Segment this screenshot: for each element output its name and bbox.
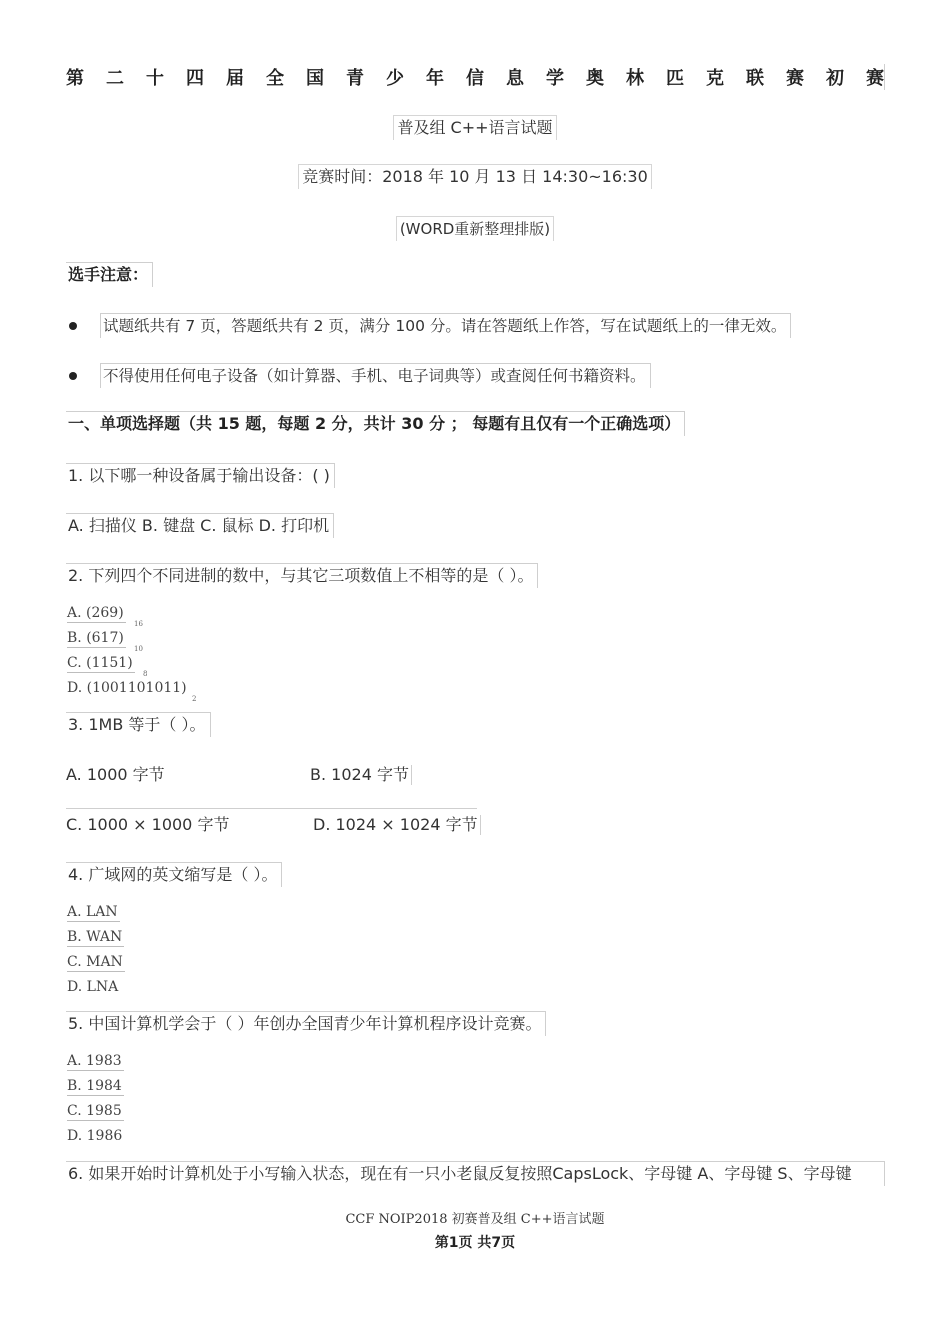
- question-4-option-b: B. WAN: [67, 929, 123, 945]
- page-number: 第1页 共7页: [434, 1235, 516, 1251]
- title-char: 赛: [786, 68, 804, 89]
- question-1-stem: 1. 以下哪一种设备属于输出设备：( ): [66, 463, 335, 488]
- bullet-icon: [69, 322, 77, 330]
- title-char: 信: [466, 68, 484, 89]
- title-char: 青: [346, 68, 364, 89]
- base-subscript: 10: [134, 645, 143, 653]
- question-2-stem: 2. 下列四个不同进制的数中，与其它三项数值上不相等的是（ ）。: [66, 563, 538, 588]
- title-char: 少: [386, 68, 404, 89]
- question-4-option-d: D. LNA: [67, 979, 119, 995]
- question-3-option-a: A. 1000 字节: [66, 765, 165, 784]
- title-char: 初: [826, 68, 844, 89]
- question-5-option-d: D. 1986: [67, 1128, 123, 1144]
- question-3-option-c: C. 1000 × 1000 字节: [66, 815, 230, 834]
- base-subscript: 8: [143, 670, 148, 678]
- base-subscript: 2: [192, 695, 197, 703]
- notice-item-2: 不得使用任何电子设备（如计算器、手机、电子词典等）或查阅任何书籍资料。: [100, 363, 651, 388]
- question-2-option-b: B. (617): [67, 630, 124, 646]
- title-char: 全: [266, 68, 284, 89]
- notice-heading: 选手注意：: [66, 262, 153, 287]
- title-char: 赛: [866, 68, 884, 89]
- footer-title: CCF NOIP2018 初赛普及组 C++语言试题: [345, 1212, 605, 1227]
- section-heading: 一、单项选择题（共 15 题，每题 2 分，共计 30 分 ； 每题有且仅有一个正确选项）: [66, 411, 685, 436]
- question-5-option-a: A. 1983: [67, 1053, 122, 1069]
- title-char: 十: [146, 68, 164, 89]
- question-4-option-a: A. LAN: [67, 904, 118, 920]
- title-char: 届: [226, 68, 244, 89]
- question-2-option-c: C. (1151): [67, 655, 133, 671]
- title-char: 林: [626, 68, 644, 89]
- title-char: 息: [506, 68, 524, 89]
- notice-item-1: 试题纸共有 7 页，答题纸共有 2 页，满分 100 分。请在答题纸上作答，写在试题纸上的一律无效。: [100, 313, 791, 338]
- title-char: 学: [546, 68, 564, 89]
- question-3-option-d: D. 1024 × 1024 字节: [313, 815, 481, 835]
- title-char: 二: [106, 68, 124, 89]
- title-char: 奥: [586, 68, 604, 89]
- question-5-option-c: C. 1985: [67, 1103, 122, 1119]
- question-4-option-c: C. MAN: [67, 954, 123, 970]
- title-char: 第: [66, 68, 84, 89]
- question-4-stem: 4. 广域网的英文缩写是（ ）。: [66, 862, 282, 887]
- title-char: 匹: [666, 68, 684, 89]
- question-2-option-a: A. (269): [67, 605, 124, 621]
- question-2-option-d: D. (1001101011): [67, 680, 187, 696]
- title-char: 克: [706, 68, 724, 89]
- question-3-stem: 3. 1MB 等于（ ）。: [66, 712, 211, 737]
- title-char: 四: [186, 68, 204, 89]
- edition-note: (WORD重新整理排版): [0, 216, 950, 241]
- question-3-option-b: B. 1024 字节: [310, 765, 412, 785]
- base-subscript: 16: [134, 620, 143, 628]
- row-rule: [66, 808, 477, 809]
- title-char: 国: [306, 68, 324, 89]
- title-char: 联: [746, 68, 764, 89]
- question-5-stem: 5. 中国计算机学会于（ ）年创办全国青少年计算机程序设计竞赛。: [66, 1011, 546, 1036]
- contest-time: 竞赛时间：2018 年 10 月 13 日 14:30~16:30: [0, 164, 950, 189]
- question-6-stem: 6. 如果开始时计算机处于小写输入状态，现在有一只小老鼠反复按照CapsLock、字母键 A、字母键 S、字母键: [66, 1161, 885, 1186]
- contest-title: [66, 64, 885, 90]
- title-char: 年: [426, 68, 444, 89]
- question-1-options: A. 扫描仪 B. 键盘 C. 鼠标 D. 打印机: [66, 513, 334, 538]
- bullet-icon: [69, 372, 77, 380]
- question-5-option-b: B. 1984: [67, 1078, 122, 1094]
- subtitle: 普及组 C++语言试题: [0, 115, 950, 140]
